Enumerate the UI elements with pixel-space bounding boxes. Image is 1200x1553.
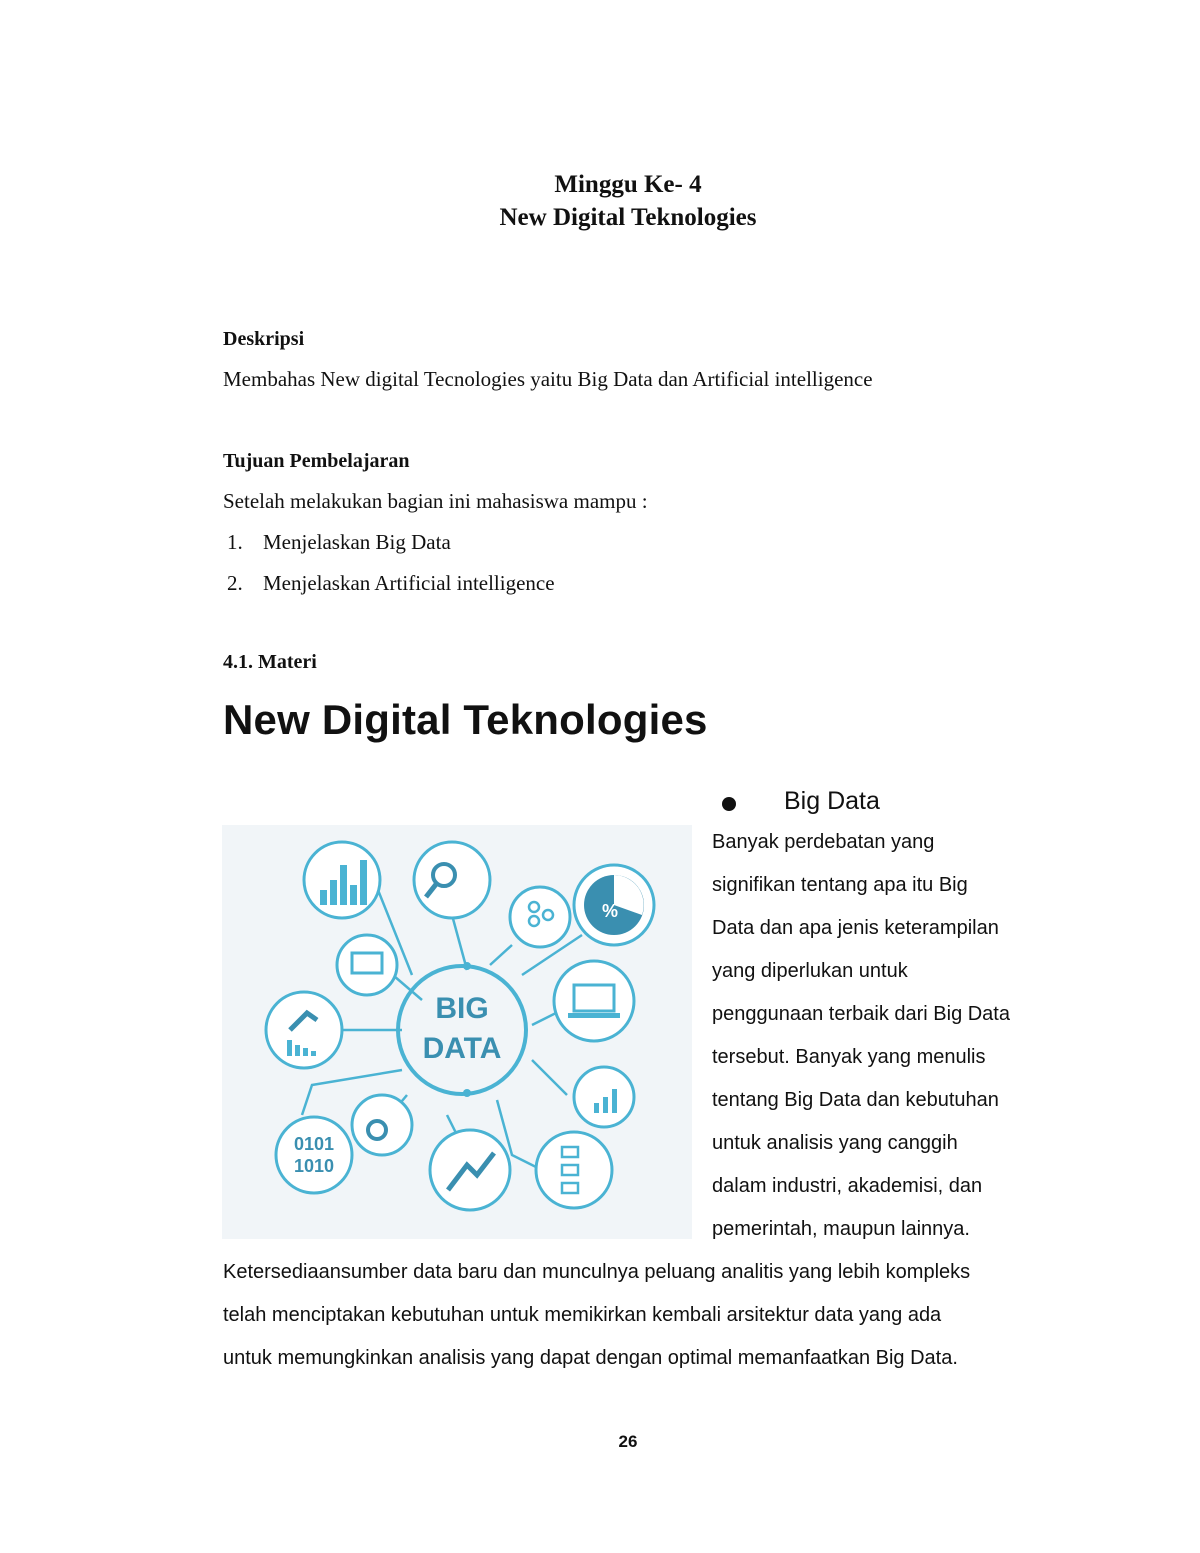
diagram-icon (536, 1132, 612, 1208)
hub-circle (398, 966, 526, 1094)
document-title (0, 168, 1200, 234)
paragraph-line: telah menciptakan kebutuhan untuk memikirkan kembali arsitektur data yang ada (223, 1304, 942, 1326)
tujuan-heading: Tujuan Pembelajaran (223, 450, 410, 472)
page-number: 26 (618, 1432, 638, 1451)
laptop-base (568, 1013, 620, 1018)
section-big-heading: New Digital Teknologies (223, 696, 708, 743)
bar (287, 1040, 292, 1056)
tujuan-intro: Setelah melakukan bagian ini mahasiswa mampu : (223, 489, 648, 513)
connector-line (532, 1060, 567, 1095)
trend-arrow-icon (266, 992, 342, 1068)
list-item (223, 571, 555, 596)
paragraph-line: Ketersediaansumber data baru dan munculnya peluang analitis yang lebih kompleks (223, 1261, 971, 1283)
hub-label-big: BIG (435, 992, 489, 1025)
bar (603, 1097, 608, 1113)
bullet-dot (722, 797, 736, 811)
bar (311, 1051, 316, 1056)
bar (320, 890, 327, 905)
flowchart-icon (510, 887, 570, 947)
list-item (223, 530, 451, 555)
bar (330, 880, 337, 905)
binary-top: 0101 (293, 1134, 335, 1154)
title-line-1: Minggu Ke- 4 (554, 171, 702, 198)
connector-line (490, 945, 512, 965)
bar (350, 885, 357, 905)
pie-percent: % (602, 901, 619, 921)
binary-icon (276, 1117, 352, 1193)
paragraph-line: untuk analisis yang canggih (712, 1132, 958, 1154)
monitor-chart-icon (337, 935, 397, 995)
list-item-number: 1. (227, 530, 243, 554)
hub-label-data: DATA (422, 1032, 502, 1065)
title-line-2: New Digital Teknologies (499, 204, 757, 231)
paragraph-line: penggunaan terbaik dari Big Data (712, 1003, 1010, 1025)
bar (360, 860, 367, 905)
big-data-diagram (222, 825, 692, 1239)
bar (295, 1045, 300, 1056)
paragraph-line: tentang Big Data dan kebutuhan (712, 1089, 999, 1111)
deskripsi-heading: Deskripsi (223, 328, 305, 350)
bar (340, 865, 347, 905)
materi-heading: 4.1. Materi (223, 651, 317, 673)
bar (303, 1048, 308, 1056)
bar (612, 1089, 617, 1113)
big-data-paragraph (712, 821, 1052, 1251)
list-item-text: Menjelaskan Big Data (263, 530, 451, 554)
list-item-text: Menjelaskan Artificial intelligence (263, 571, 555, 595)
paragraph-line: untuk memungkinkan analisis yang dapat dengan optimal memanfaatkan Big Data. (223, 1347, 958, 1369)
binary-bottom: 1010 (293, 1156, 335, 1176)
bar (594, 1103, 599, 1113)
paragraph-line: yang diperlukan untuk (712, 960, 908, 982)
laptop-icon (554, 961, 634, 1041)
paragraph-line: Data dan apa jenis keterampilan (712, 917, 999, 939)
big-data-illustration (222, 825, 692, 1239)
full-width-paragraph (223, 1251, 970, 1380)
deskripsi-text: Membahas New digital Tecnologies yaitu Big Data dan Artificial intelligence (223, 367, 873, 391)
list-item-number: 2. (227, 571, 243, 595)
paragraph-line: pemerintah, maupun lainnya. (712, 1218, 970, 1240)
connector-dot (463, 1089, 471, 1097)
paragraph-line: Banyak perdebatan yang (712, 831, 935, 853)
paragraph-line: dalam industri, akademisi, dan (712, 1175, 983, 1197)
connector-dot (463, 962, 471, 970)
connector-line (452, 915, 467, 970)
bullet-label: Big Data (784, 787, 880, 815)
paragraph-line: tersebut. Banyak yang menulis (712, 1046, 986, 1068)
paragraph-line: signifikan tentang apa itu Big (712, 874, 968, 896)
